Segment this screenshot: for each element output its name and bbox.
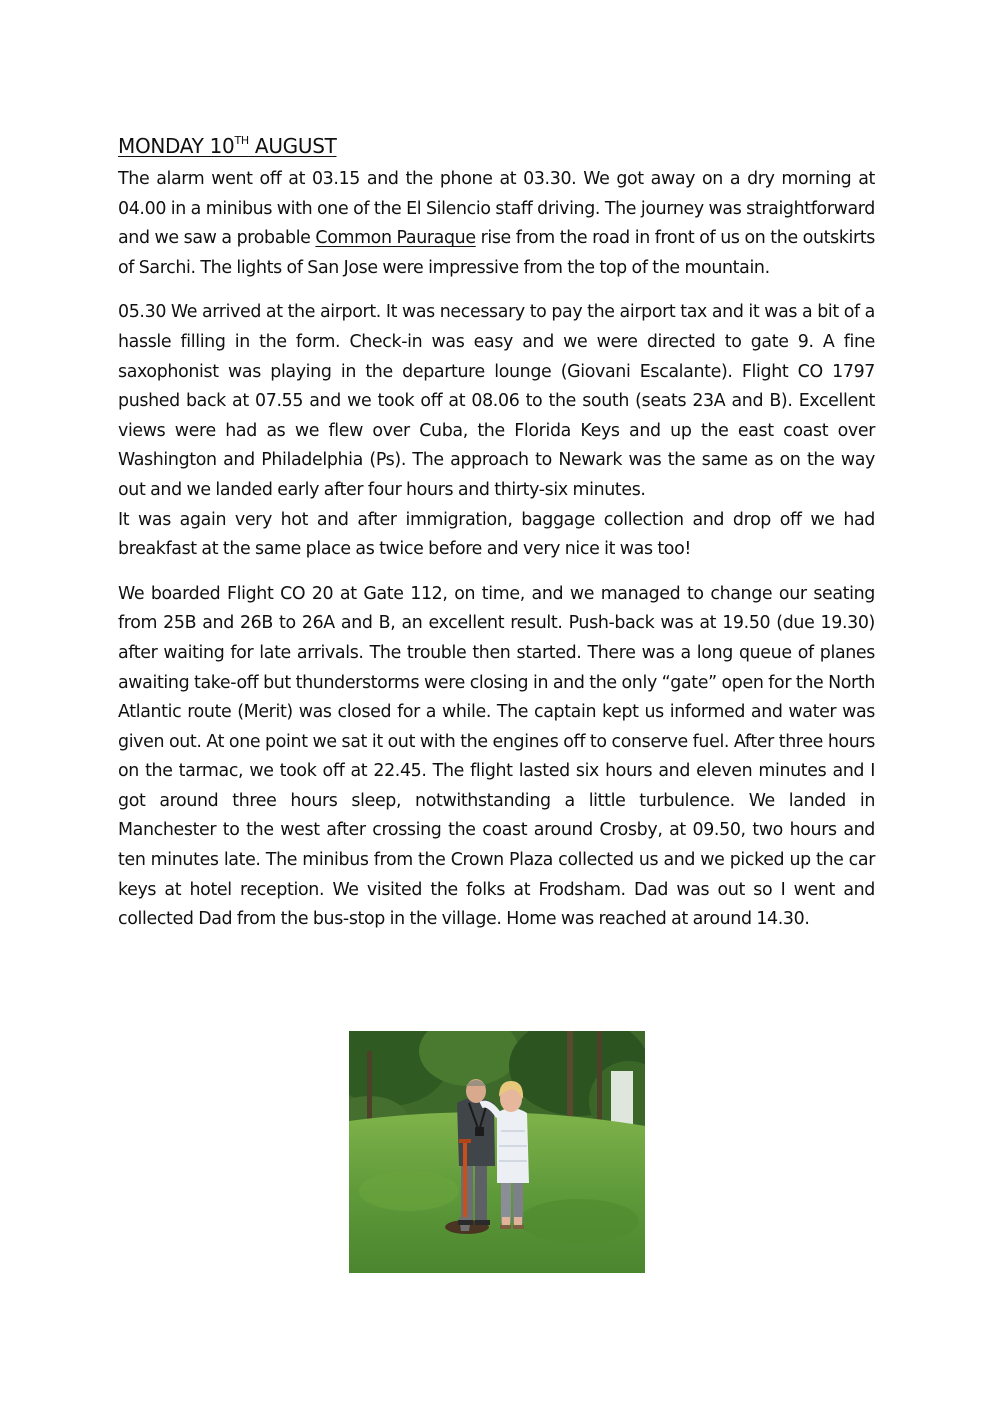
couple-photo-illustration: [349, 1031, 645, 1273]
paragraph3-text: We boarded Flight CO 20 at Gate 112, on time, and we managed to change our seating from 25B and 26B to 26A and B, an excellent result. Push-back was at 19.50 (due 19.30) after waiting for late arrivals. The trouble then started. There was a long queue of planes awaiting take-off but thunderstorms were closing in and the only “gate” open for the North Atlantic route (Merit) was closed for a while. The captain kept us informed and water was given out. At one point we sat it out with the engines off to conserve fuel. After three hours on the tarmac, we took off at 22.45. The flight lasted six hours and eleven minutes and I got around three hours sleep, notwithstanding a little turbulence. We landed in Manchester to the west after crossing the coast around Crosby, at 09.50, two hours and ten minutes late. The minibus from the Crown Plaza collected us and we picked up the car keys at hotel reception. We visited the folks at Frodsham. Dad was out so I went and collected Dad from the bus-stop in the village. Home was reached at around 14.30.: [118, 583, 875, 930]
paragraph-journey-to-airport: [118, 165, 875, 283]
heading-underlined: [118, 134, 337, 158]
paragraph-flight-home: [118, 580, 875, 935]
page-heading: [118, 131, 875, 161]
paragraph2-text-a: 05.30 We arrived at the airport. It was necessary to pay the airport tax and it was a bit of a hassle filling in the form. Check-in was easy and we were directed to gate 9. A fine saxophonist was playing in the departure lounge (Giovani Escalante). Flight CO 1797 pushed back at 07.55 and we took off at 08.06 to the south (seats 23A and B). Excellent views were had as we flew over Cuba, the Florida Keys and up the east coast over Washington and Philadelphia (Ps). The approach to Newark was the same as on the way out and we landed early after four hours and thirty-six minutes.: [118, 302, 875, 500]
heading-ordinal: TH: [234, 134, 249, 147]
paragraph1-text-start: The alarm went off at 03.15 and the phone at 03.30. We got away on a dry morning at 04.00 in a minibus with one of the El Silencio staff driving. The journey was straightforward and we saw a probable: [118, 169, 875, 249]
paragraph2-text-b: It was again very hot and after immigration, baggage collection and drop off we had breakfast at the same place as twice before and very nice it was too!: [118, 509, 875, 560]
document-body: [118, 131, 875, 950]
couple-photo: [349, 1031, 645, 1273]
paragraph-airport-and-flight: [118, 298, 875, 564]
heading-month: AUGUST: [248, 134, 337, 158]
bird-name-underlined: Common Pauraque: [315, 228, 476, 249]
paragraph1-text-end: rise from the road in front of us on the outskirts of Sarchi. The lights of San Jose were impressive from the top of the mountain.: [118, 228, 875, 278]
heading-date: MONDAY 10: [118, 134, 235, 158]
